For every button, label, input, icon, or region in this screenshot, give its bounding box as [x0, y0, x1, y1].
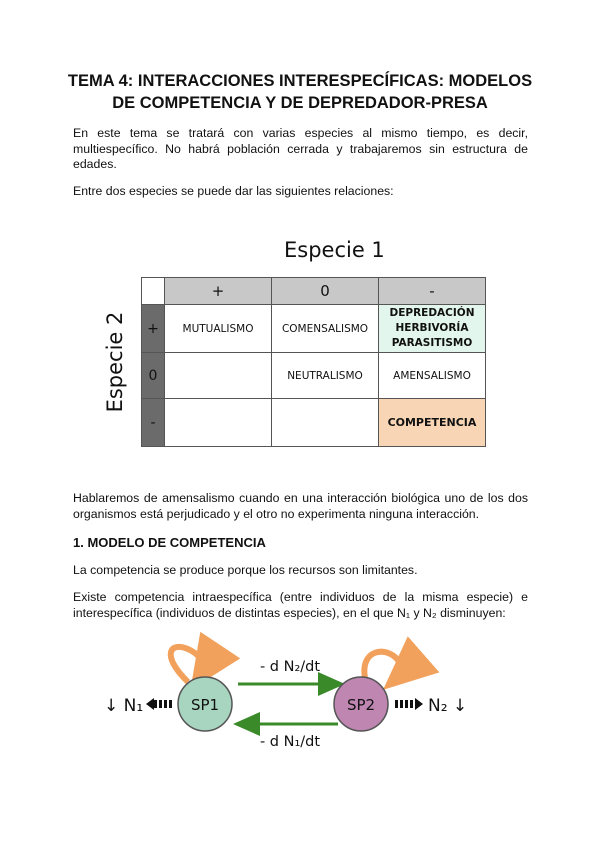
- table-cell-comensalismo: COMENSALISMO: [272, 305, 379, 353]
- section-heading: 1. MODELO DE COMPETENCIA: [73, 535, 266, 550]
- row-header: -: [142, 399, 165, 447]
- competition-paragraph-2: Existe competencia intraespecífica (entre individuos de la misma especie) e interespecífica (individuos de distintas especies), en el que N₁ y N₂ disminuyen:: [73, 590, 528, 620]
- sp1-label: SP1: [190, 696, 220, 714]
- intro-paragraph: En este tema se tratará con varias especies al mismo tiempo, es decir, multiespecífico. No habrá población cerrada y trabajaremos sin estructura de edades.: [73, 126, 528, 171]
- col-header: -: [379, 278, 486, 305]
- table-cell-neutralismo: NEUTRALISMO: [272, 353, 379, 399]
- col-header: 0: [272, 278, 379, 305]
- row-axis-label: Especie 2: [103, 311, 127, 413]
- right-output-arrow: [395, 698, 423, 710]
- bottom-arrow-label: - d N₁/dt: [259, 734, 321, 750]
- col-axis-label: Especie 1: [284, 238, 385, 262]
- row-header: 0: [142, 353, 165, 399]
- left-output-arrow: [146, 698, 172, 710]
- table-cell-competencia: COMPETENCIA: [379, 399, 486, 447]
- table-cell-amensalismo: AMENSALISMO: [379, 353, 486, 399]
- table-cell-depredacion: DEPREDACIÓN HERBIVORÍA PARASITISMO: [379, 305, 486, 353]
- left-output-label: ↓ N₁: [104, 696, 144, 716]
- page-title: TEMA 4: INTERACCIONES INTERESPECÍFICAS: MODELOS DE COMPETENCIA Y DE DEPREDADOR-PRESA: [67, 72, 533, 112]
- row-header: +: [142, 305, 165, 353]
- sp1-self-loop-arrow: [171, 647, 203, 682]
- top-arrow-label: - d N₂/dt: [259, 659, 321, 675]
- right-output-label: N₂ ↓: [428, 696, 468, 716]
- sp2-label: SP2: [346, 696, 376, 714]
- competition-paragraph-1: La competencia se produce porque los recursos son limitantes.: [73, 563, 418, 577]
- col-header: +: [165, 278, 272, 305]
- relations-intro: Entre dos especies se puede dar las siguientes relaciones:: [73, 184, 394, 198]
- table-cell-mutualismo: MUTUALISMO: [165, 305, 272, 353]
- amensalismo-paragraph: Hablaremos de amensalismo cuando en una interacción biológica uno de los dos organismos está perjudicado y el otro no experimenta ninguna interacción.: [73, 491, 528, 521]
- sp2-self-loop-arrow: [364, 652, 401, 682]
